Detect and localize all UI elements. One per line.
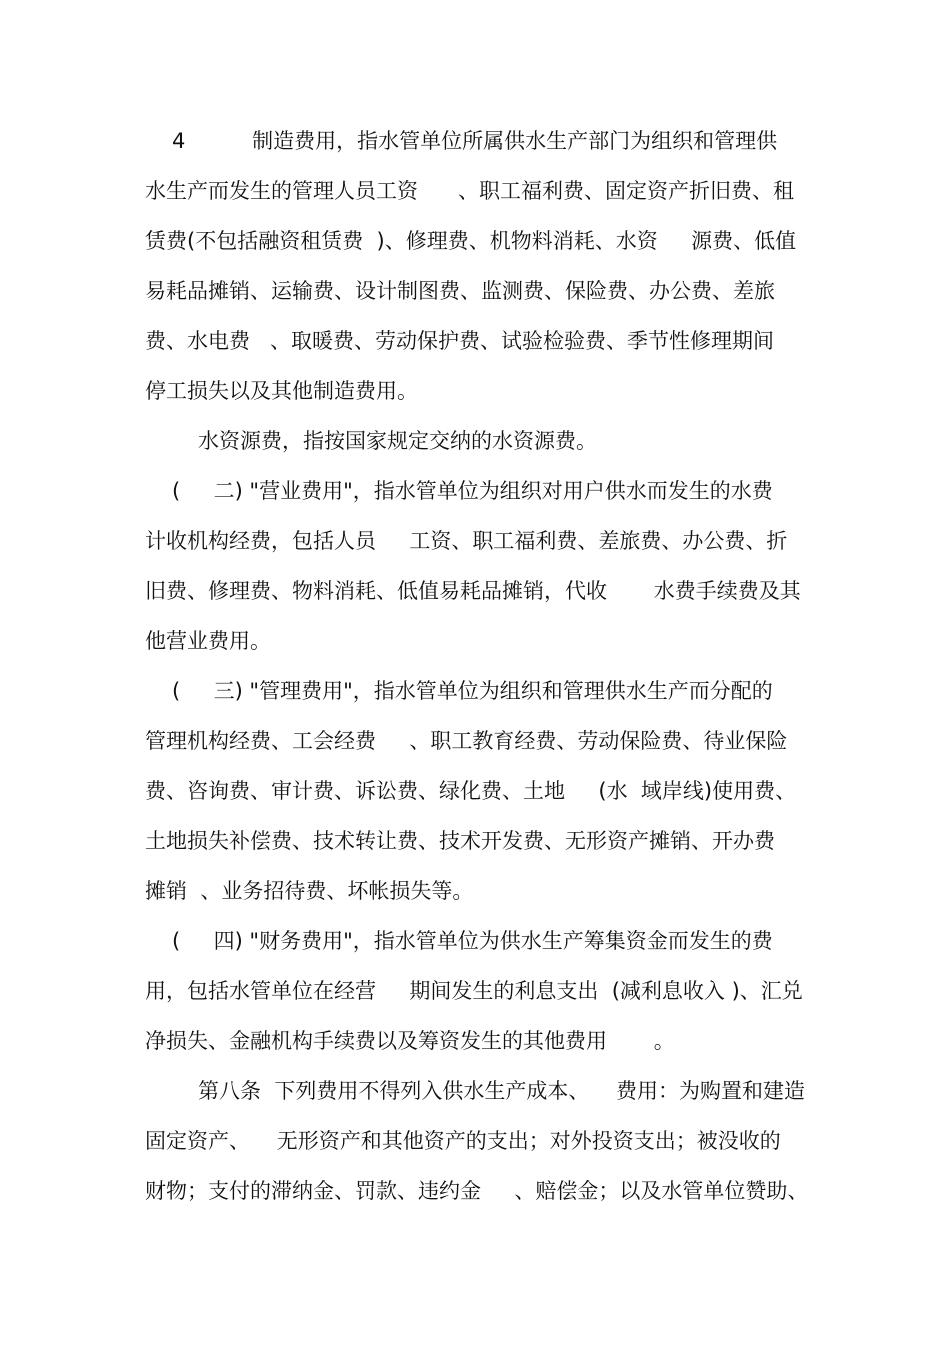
paragraph-4-line-4: 易耗品摊销、运输费、设计制图费、监测费、保险费、办公费、差旅 xyxy=(145,279,775,303)
paragraph-3-line-1: ( 三) "管理费用"，指水管单位为组织和管理供水生产而分配的 xyxy=(172,679,773,703)
paragraph-4b-line-2: 用，包括水管单位在经营 期间发生的利息支出 (减利息收入 )、汇兑 xyxy=(145,979,803,1003)
paragraph-2-line-4: 他营业费用。 xyxy=(145,629,271,653)
article-8-line-1: 第八条 下列费用不得列入供水生产成本、 费用：为购置和建造 xyxy=(198,1079,806,1103)
paragraph-water-fee: 水资源费，指按国家规定交纳的水资源费。 xyxy=(198,429,597,453)
paragraph-4-line-1: 4 制造费用，指水管单位所属供水生产部门为组织和管理供 xyxy=(172,129,778,153)
paragraph-3-line-3: 费、咨询费、审计费、诉讼费、绿化费、土地 (水 域岸线)使用费、 xyxy=(145,779,797,803)
paragraph-3-line-5: 摊销 、业务招待费、坏帐损失等。 xyxy=(145,879,474,903)
paragraph-2-line-2: 计收机构经费，包括人员 工资、职工福利费、差旅费、办公费、折 xyxy=(145,529,788,553)
paragraph-3-line-4: 土地损失补偿费、技术转让费、技术开发费、无形资产摊销、开办费 xyxy=(145,829,775,853)
paragraph-2-line-3: 旧费、修理费、物料消耗、低值易耗品摊销，代收 水费手续费及其 xyxy=(145,579,801,603)
paragraph-2-line-1: ( 二) "营业费用"，指水管单位为组织对用户供水而发生的水费 xyxy=(172,479,773,503)
paragraph-4-line-2: 水生产而发生的管理人员工资 、职工福利费、固定资产折旧费、租 xyxy=(145,179,795,203)
article-8-line-3: 财物；支付的滞纳金、罚款、违约金 、赔偿金；以及水管单位赞助、 xyxy=(145,1179,809,1203)
paragraph-4-line-5: 费、水电费 、取暖费、劳动保护费、试验检验费、季节性修理期间 xyxy=(145,329,775,353)
paragraph-4b-line-1: ( 四) "财务费用"，指水管单位为供水生产筹集资金而发生的费 xyxy=(172,929,773,953)
paragraph-3-line-2: 管理机构经费、工会经费 、职工教育经费、劳动保险费、待业保险 xyxy=(145,729,788,753)
paragraph-4-line-3: 赁费(不包括融资租赁费 )、修理费、机物料消耗、水资 源费、低值 xyxy=(145,229,797,253)
paragraph-4-line-6: 停工损失以及其他制造费用。 xyxy=(145,379,418,403)
paragraph-4b-line-3: 净损失、金融机构手续费以及筹资发生的其他费用 。 xyxy=(145,1029,675,1053)
article-8-line-2: 固定资产、 无形资产和其他资产的支出；对外投资支出；被没收的 xyxy=(145,1129,781,1153)
